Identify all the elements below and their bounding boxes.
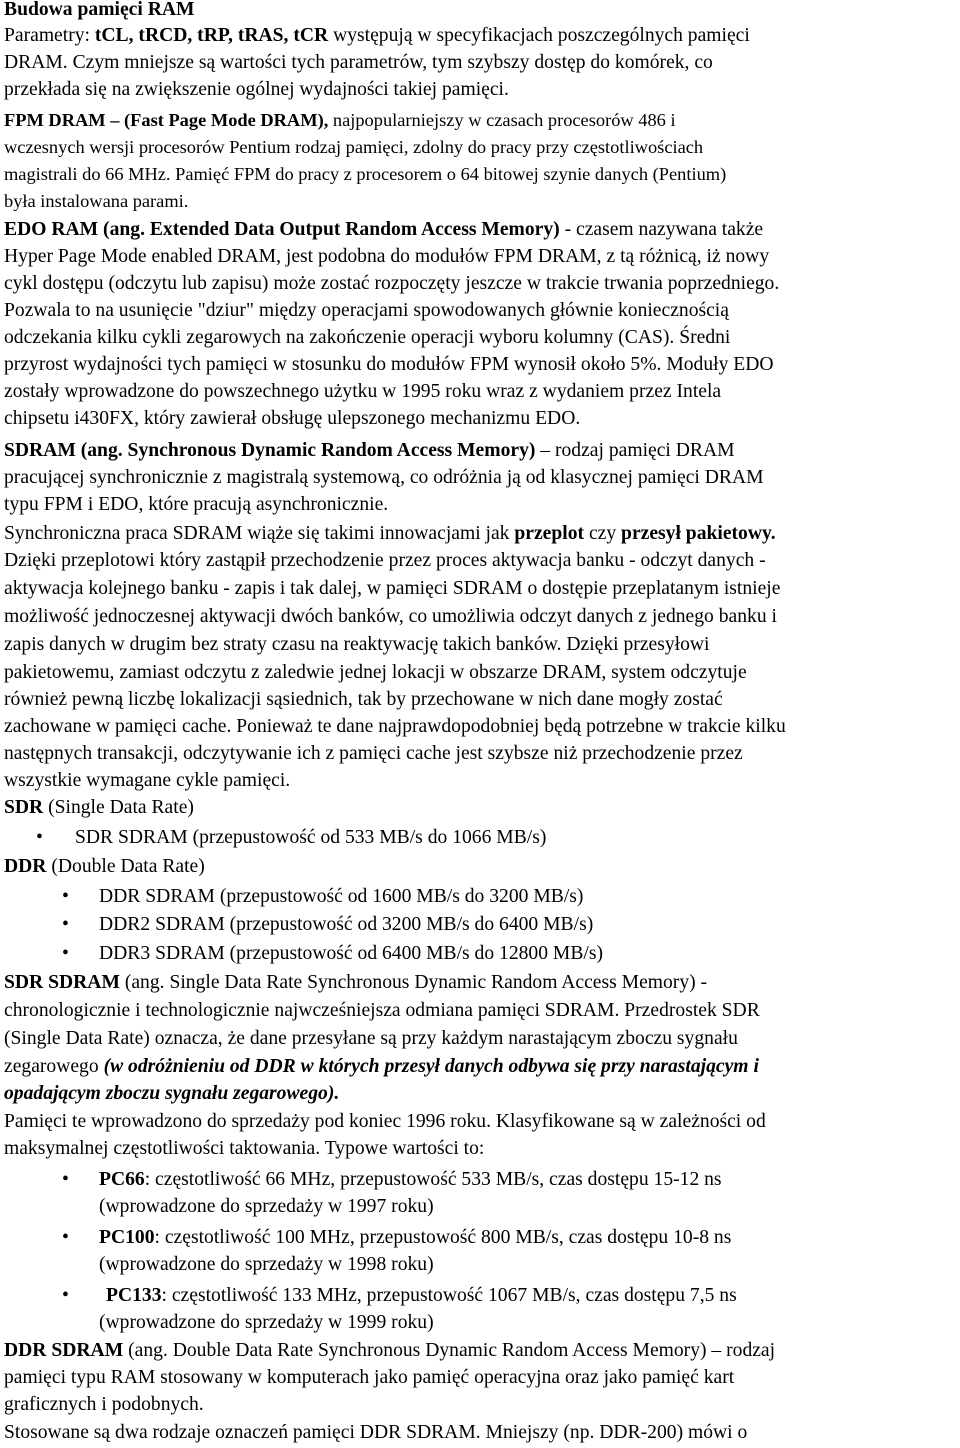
fpm-line-1 [4, 107, 676, 133]
edo-line-2: Hyper Page Mode enabled DRAM, jest podobna do modułów FPM DRAM, z tą różnicą, iż nowy [4, 246, 770, 267]
ddr-item-2: DDR2 SDRAM (przepustowość od 3200 MB/s do 6400 MB/s) [99, 914, 594, 935]
pc100-desc: : częstotliwość 100 MHz, przepustowość 800 MB/s, czas dostępu 10-8 ns [154, 1227, 732, 1248]
sync-line-2: Dzięki przeplotowi który zastąpił przechodzenie przez proces aktywacja banku - odczyt danych - [4, 550, 766, 571]
fpm-line-4: była instalowana parami. [4, 191, 189, 211]
sdr-sdram-text-4: zegarowego [4, 1056, 104, 1077]
bullet-icon: • [62, 1169, 69, 1190]
ddr-rest: (Double Data Rate) [46, 856, 205, 877]
bullet-icon: • [62, 886, 69, 907]
ddr-item-1: DDR SDRAM (przepustowość od 1600 MB/s do 3200 MB/s) [99, 886, 584, 907]
pc133-note: (wprowadzone do sprzedaży w 1999 roku) [99, 1312, 434, 1333]
sync-text-2: czy [584, 523, 622, 544]
sdram-heading: SDRAM (ang. Synchronous Dynamic Random Access Memory) [4, 440, 536, 461]
edo-line-1 [4, 217, 763, 243]
pc133-line [106, 1283, 737, 1309]
bullet-icon: • [62, 1227, 69, 1248]
params-line-2: DRAM. Czym mniejsze są wartości tych parametrów, tym szybszy dostęp do komórek, co [4, 52, 713, 73]
pc100-note: (wprowadzone do sprzedaży w 1998 roku) [99, 1254, 434, 1275]
ddr-sdram-line-1 [4, 1338, 775, 1364]
sdr-sdram-text: (ang. Single Data Rate Synchronous Dynamic Random Access Memory) - [119, 972, 708, 993]
pc66-desc: : częstotliwość 66 MHz, przepustowość 533 MB/s, czas dostępu 15-12 ns [144, 1169, 722, 1190]
ddr-sdram-line-3: graficznych i podobnych. [4, 1394, 204, 1415]
ddr-heading [4, 854, 205, 880]
fpm-line-3: magistrali do 66 MHz. Pamięć FPM do pracy z procesorem o 64 bitowej szynie danych (Pentium) [4, 164, 727, 184]
bullet-icon: • [62, 1285, 69, 1306]
ddr-sdram-line-4: Stosowane są dwa rodzaje oznaczeń pamięci DDR SDRAM. Mniejszy (np. DDR-200) mówi o [4, 1422, 748, 1443]
sync-term-burst: przesył pakietowy. [621, 523, 776, 544]
edo-line-7: zostały wprowadzone do powszechnego użytku w 1995 roku wraz z wydaniem przez Intela [4, 381, 722, 402]
pc133-desc: : częstotliwość 133 MHz, przepustowość 1067 MB/s, czas dostępu 7,5 ns [161, 1285, 737, 1306]
edo-line-4: Pozwala to na usunięcie "dziur" między operacjami spowodowanych głównie koniecznością [4, 300, 729, 321]
sdram-text: – rodzaj pamięci DRAM [535, 440, 735, 461]
pc66-line [99, 1167, 722, 1193]
fpm-text: najpopularniejszy w czasach procesorów 486 i [328, 110, 676, 130]
params-line-3: przekłada się na zwiększenie ogólnej wydajności takiej pamięci. [4, 79, 509, 100]
sync-term-interleave: przeplot [514, 523, 585, 544]
ddr-sdram-text: (ang. Double Data Rate Synchronous Dynamic Random Access Memory) – rodzaj [123, 1340, 776, 1361]
sync-line-4: możliwość jednoczesnej aktywacji dwóch banków, co umożliwia odczyt danych z jednego banku i [4, 606, 777, 627]
pc66-note: (wprowadzone do sprzedaży w 1997 roku) [99, 1196, 434, 1217]
pc100-name: PC100 [99, 1227, 155, 1248]
sync-line-8: zachowane w pamięci cache. Ponieważ te dane najprawdopodobniej będą potrzebne w trakcie kilku [4, 716, 786, 737]
fpm-heading: FPM DRAM – (Fast Page Mode DRAM), [4, 110, 329, 130]
edo-line-8: chipsetu i430FX, który zawierał obsługę ulepszonego mechanizmu EDO. [4, 408, 581, 429]
sdram-line-3: typu FPM i EDO, które pracują asynchronicznie. [4, 494, 389, 515]
bullet-icon: • [62, 943, 69, 964]
sdr-sdram-line-6: Pamięci te wprowadzono do sprzedaży pod koniec 1996 roku. Klasyfikowane są w zależności od [4, 1111, 766, 1132]
edo-heading: EDO RAM (ang. Extended Data Output Random Access Memory) [4, 219, 560, 240]
ddr-sdram-heading: DDR SDRAM [4, 1340, 124, 1361]
sdr-sdram-line-3: (Single Data Rate) oznacza, że dane przesyłane są przy każdym narastającym zboczu sygnału [4, 1028, 738, 1049]
sdr-sdram-line-2: chronologicznie i technologicznie najwcześniejsza odmiana pamięci SDRAM. Przedrostek SDR [4, 1000, 760, 1021]
ddr-item-3: DDR3 SDRAM (przepustowość od 6400 MB/s do 12800 MB/s) [99, 943, 604, 964]
sync-text-1: Synchroniczna praca SDRAM wiąże się takimi innowacjami jak [4, 523, 515, 544]
ddr-label: DDR [4, 856, 47, 877]
sync-line-10: wszystkie wymagane cykle pamięci. [4, 770, 291, 791]
sdram-line-1 [4, 438, 735, 464]
bullet-icon: • [62, 914, 69, 935]
sync-line-9: następnych transakcji, odczytywanie ich z pamięci cache jest szybsze niż przechodzenie przez [4, 743, 743, 764]
sdr-heading [4, 795, 194, 821]
pc100-line [99, 1225, 731, 1251]
params-text: występują w specyfikacjach poszczególnych pamięci [328, 25, 750, 46]
params-names: tCL, tRCD, tRP, tRAS, tCR [94, 25, 329, 46]
ddr-sdram-line-2: pamięci typu RAM stosowany w komputerach jako pamięć operacyjna oraz jako pamięć kart [4, 1367, 735, 1388]
pc133-name: PC133 [106, 1285, 162, 1306]
sdr-label: SDR [4, 797, 44, 818]
pc66-name: PC66 [99, 1169, 145, 1190]
document-title: Budowa pamięci RAM [4, 0, 195, 20]
fpm-line-2: wczesnych wersji procesorów Pentium rodzaj pamięci, zdolny do pracy przy częstotliwościach [4, 137, 704, 157]
params-line [4, 23, 750, 49]
sync-line-5: zapis danych w drugim bez straty czasu na reaktywację takich banków. Dzięki przesyłowi [4, 634, 710, 655]
sync-line-3: aktywacja kolejnego banku - zapis i tak dalej, w pamięci SDRAM o dostępie przeplatanym istnieje [4, 578, 781, 599]
sdr-sdram-line-4 [4, 1054, 759, 1080]
sync-line-6: pakietowemu, zamiast odczytu z zaledwie jednej lokacji w obszarze DRAM, system odczytuje [4, 662, 747, 683]
edo-line-6: przyrost wydajności tych pamięci w stosunku do modułów FPM wynosił około 5%. Moduły EDO [4, 354, 774, 375]
sdr-item-1: SDR SDRAM (przepustowość od 533 MB/s do 1066 MB/s) [75, 827, 547, 848]
sync-line-1 [4, 521, 776, 547]
sdr-rest: (Single Data Rate) [43, 797, 194, 818]
sdr-sdram-line-1 [4, 970, 707, 996]
edo-line-5: odczekania kilku cykli zegarowych na zakończenie operacji wyboru kolumny (CAS). Średni [4, 327, 731, 348]
sdr-sdram-line-5: opadającym zboczu sygnału zegarowego). [4, 1083, 340, 1104]
bullet-icon: • [36, 827, 43, 848]
params-label: Parametry: [4, 25, 95, 46]
sdr-sdram-note: (w odróżnieniu od DDR w których przesył danych odbywa się przy narastającym i [103, 1056, 759, 1077]
sdram-line-2: pracującej synchronicznie z magistralą systemową, co odróżnia ją od klasycznej pamięci DRAM [4, 467, 764, 488]
sync-line-7: również pewną liczbę lokalizacji sąsiednich, tak by przechowane w nich dane mogły zostać [4, 689, 723, 710]
sdr-sdram-heading: SDR SDRAM [4, 972, 120, 993]
edo-line-3: cykl dostępu (odczytu lub zapisu) może zostać rozpoczęty jeszcze w trakcie trwania poprzedniego. [4, 273, 780, 294]
sdr-sdram-line-7: maksymalnej częstotliwości taktowania. Typowe wartości to: [4, 1138, 485, 1159]
edo-text: - czasem nazywana także [559, 219, 764, 240]
